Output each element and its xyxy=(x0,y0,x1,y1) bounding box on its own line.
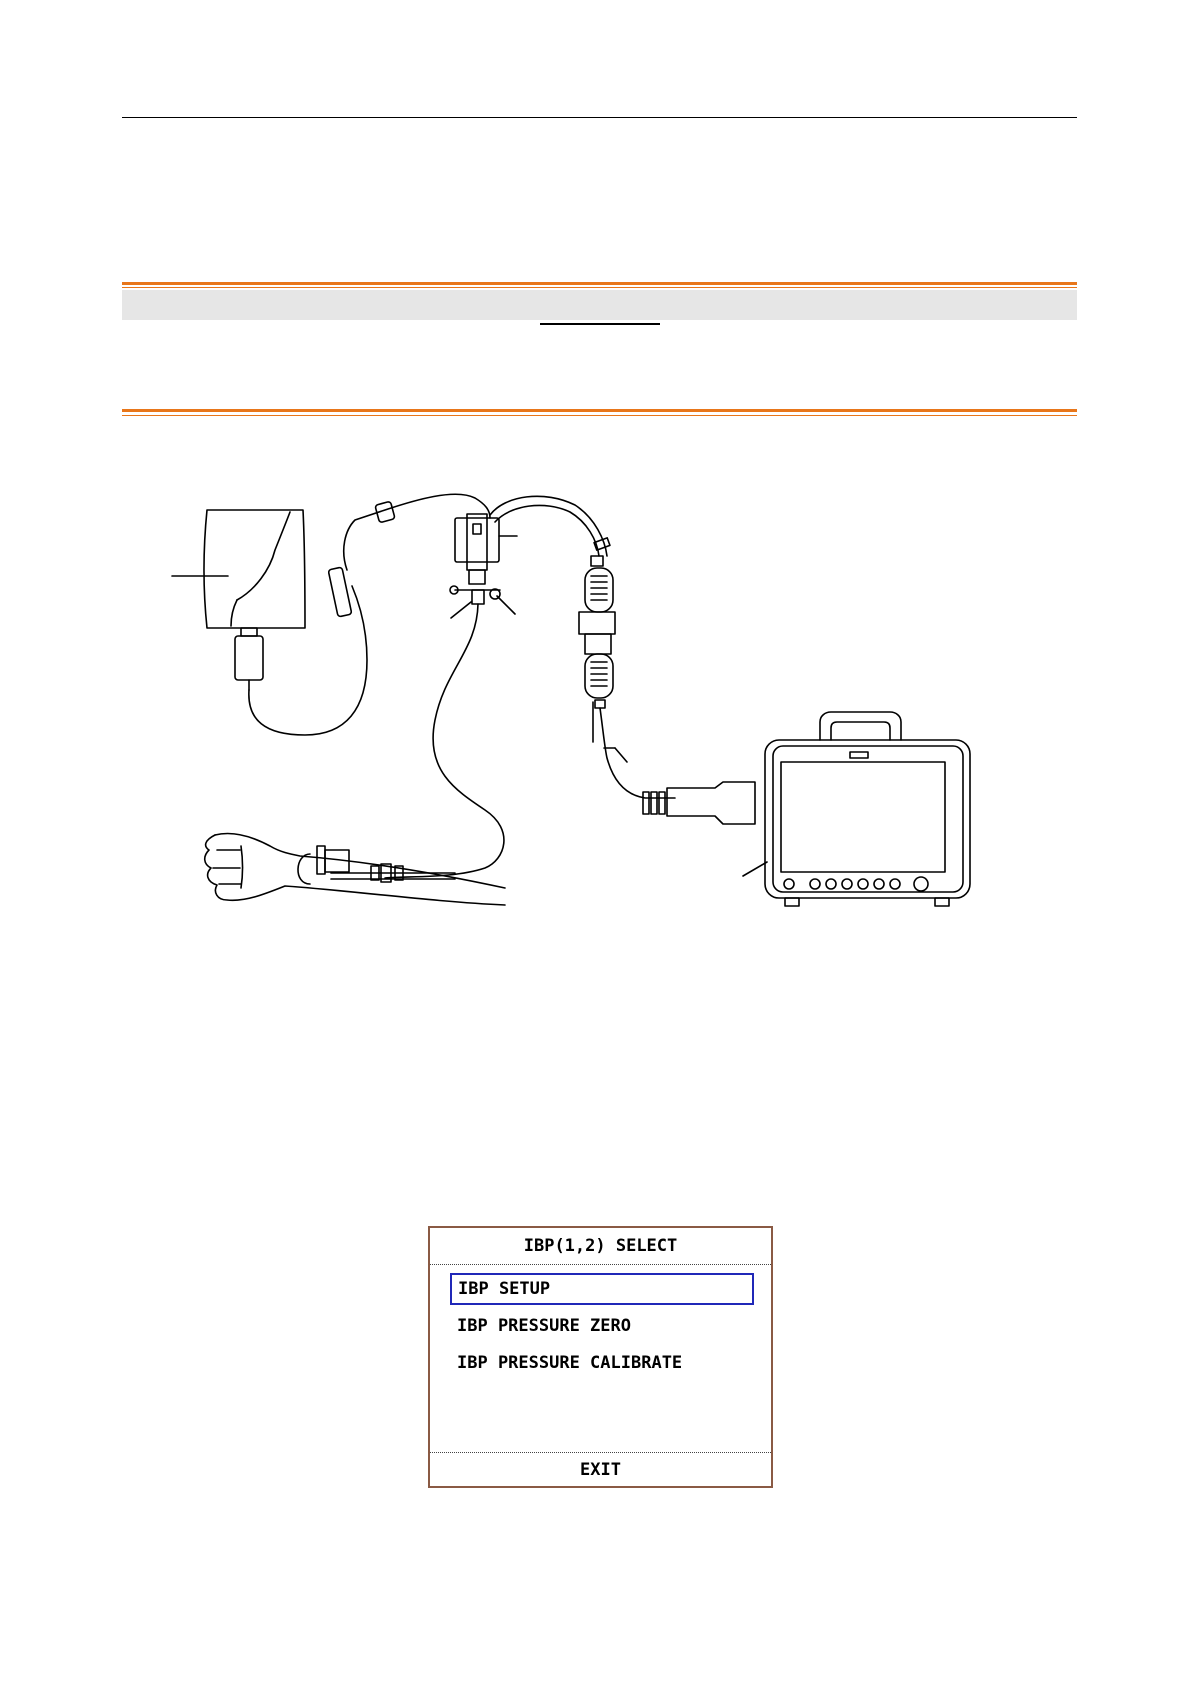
menu-item-ibp-pressure-zero[interactable]: IBP PRESSURE ZERO xyxy=(457,1316,631,1336)
warning-bottom-rule xyxy=(122,409,1077,412)
warning-title-band xyxy=(122,290,1077,320)
warning-top-rule-thin xyxy=(122,287,1077,288)
monitor-plug xyxy=(643,782,755,824)
warning-title-underline xyxy=(540,323,660,325)
menu-title-divider xyxy=(430,1264,771,1265)
pressure-bag-illustration xyxy=(172,510,305,690)
stopcock-callout-right xyxy=(497,596,515,614)
exit-button[interactable]: EXIT xyxy=(580,1460,621,1480)
page-header-rule xyxy=(122,117,1077,118)
menu-title: IBP(1,2) SELECT xyxy=(523,1236,678,1256)
patient-monitor xyxy=(743,712,970,906)
monitor-callout-line xyxy=(743,862,767,876)
warning-bottom-rule-thin xyxy=(122,415,1077,416)
ibp-connection-diagram xyxy=(155,490,1035,965)
pressure-transducer xyxy=(450,514,517,618)
ibp-select-menu xyxy=(428,1226,773,1488)
menu-item-ibp-setup[interactable]: IBP SETUP xyxy=(450,1273,754,1305)
cable-callout-line xyxy=(615,748,627,762)
patient-arm xyxy=(205,833,505,905)
menu-item-ibp-pressure-calibrate[interactable]: IBP PRESSURE CALIBRATE xyxy=(457,1353,683,1373)
stopcock-callout-left xyxy=(451,602,471,618)
menu-exit-divider xyxy=(430,1452,771,1453)
warning-top-rule xyxy=(122,282,1077,285)
warning-box xyxy=(122,282,1077,416)
cable-connector xyxy=(579,556,615,742)
flow-regulator xyxy=(328,567,352,617)
